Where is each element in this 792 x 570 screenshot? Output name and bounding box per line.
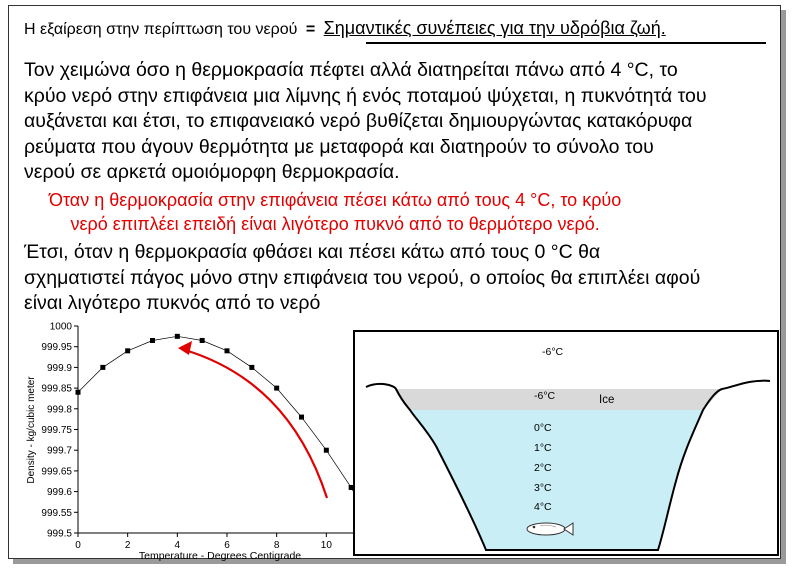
density-curve [78,336,376,533]
ice-temp-label: -6°C [534,390,556,402]
red-arrow [178,341,327,498]
slide-header [24,18,666,39]
y-axis-label: Density - kg/cubic meter [26,376,37,484]
x-axis-label: Temperature - Degrees Centigrade [138,550,302,562]
y-tick-label: 999.55 [41,507,72,519]
depth-label-2: 2°C [534,462,552,474]
y-tick-label: 999.85 [41,383,72,395]
y-tick-label: 999.95 [41,342,72,354]
x-tick-label: 0 [75,540,81,551]
y-tick-label: 999.5 [46,528,72,540]
data-point [76,390,81,395]
paragraph-convection [24,58,707,186]
paragraph-line: νερού σε αρκετά ομοιόμορφη θερμοκρασία. [24,161,400,183]
x-tick-label: 2 [124,540,131,551]
y-tick-label: 1000 [49,321,72,333]
air-temp-label: -6°C [542,346,564,358]
paragraph-line: Όταν η θερμοκρασία στην επιφάνεια πέσει κάτω από τους 4 °C, το κρύο [49,190,622,210]
header-highlight: Σημαντικές συνέπειες για την υδρόβια ζωή. [323,18,666,38]
x-tick-label: 6 [224,540,230,551]
paragraph-line: Τον χειμώνα όσο η θερμοκρασία πέφτει αλλά διατηρείται πάνω από 4 °C, το [24,59,678,81]
data-point [299,415,304,420]
paragraph-line: είναι λιγότερο πυκνός από το νερό [24,292,321,314]
depth-label-0: 0°C [534,422,552,434]
data-points [76,334,379,536]
chart-axes [78,326,376,533]
data-point [125,348,130,353]
x-tick-label: 8 [273,540,280,551]
y-tick-label: 999.8 [46,404,72,416]
lake-diagram [354,331,780,563]
paragraph-ice [24,240,700,317]
ice-label: Ice [599,394,615,406]
paragraph-line: ρεύματα που άγουν θερμότητα με μεταφορά και διατηρούν το σύνολο του [24,135,654,158]
x-tick-label: 10 [320,540,332,551]
data-point [274,386,279,391]
header-lead: Η εξαίρεση στην περίπτωση του νερού [24,21,298,38]
paragraph-line: Έτσι, όταν η θερμοκρασία φθάσει και πέσει κάτω από τους 0 °C θα [24,241,601,263]
y-tick-label: 999.9 [46,362,72,374]
data-point [349,485,354,490]
paragraph-highlight-red [49,189,621,236]
header-equals: = [305,21,316,38]
ice-layer [396,389,722,410]
depth-label-1: 1°C [534,442,552,454]
depth-label-3: 3°C [534,482,552,494]
density-chart [20,320,380,560]
x-ticks [75,533,382,551]
header-underline [366,42,766,44]
x-tick-label: 4 [174,540,181,551]
y-tick-label: 999.65 [41,466,72,478]
data-point [249,365,254,370]
paragraph-line: σχηματιστεί πάγος μόνο στην επιφάνεια του νερού, ο οποίος θα επιπλέει αφού [24,266,701,289]
y-ticks [41,322,78,540]
data-point [175,334,180,339]
depth-label-4: 4°C [534,501,552,513]
y-tick-label: 999.75 [41,425,72,436]
y-tick-label: 999.6 [46,487,72,499]
paragraph-line: αυξάνεται και έτσι, το επιφανειακό νερό βυθίζεται δημιουργώντας κατακόρυφα [24,110,693,132]
paragraph-line: κρύο νερό στην επιφάνεια μια λίμνης ή ενός ποταμού ψύχεται, η πυκνότητά του [24,84,707,107]
data-point [100,365,105,370]
data-point [200,338,205,343]
y-tick-label: 999.7 [46,445,72,457]
data-point [150,338,155,343]
data-point [225,348,230,353]
paragraph-line: νερό επιπλέει επειδή είναι λιγότερο πυκνό από το θερμότερο νερό. [70,213,600,234]
data-point [324,448,329,453]
